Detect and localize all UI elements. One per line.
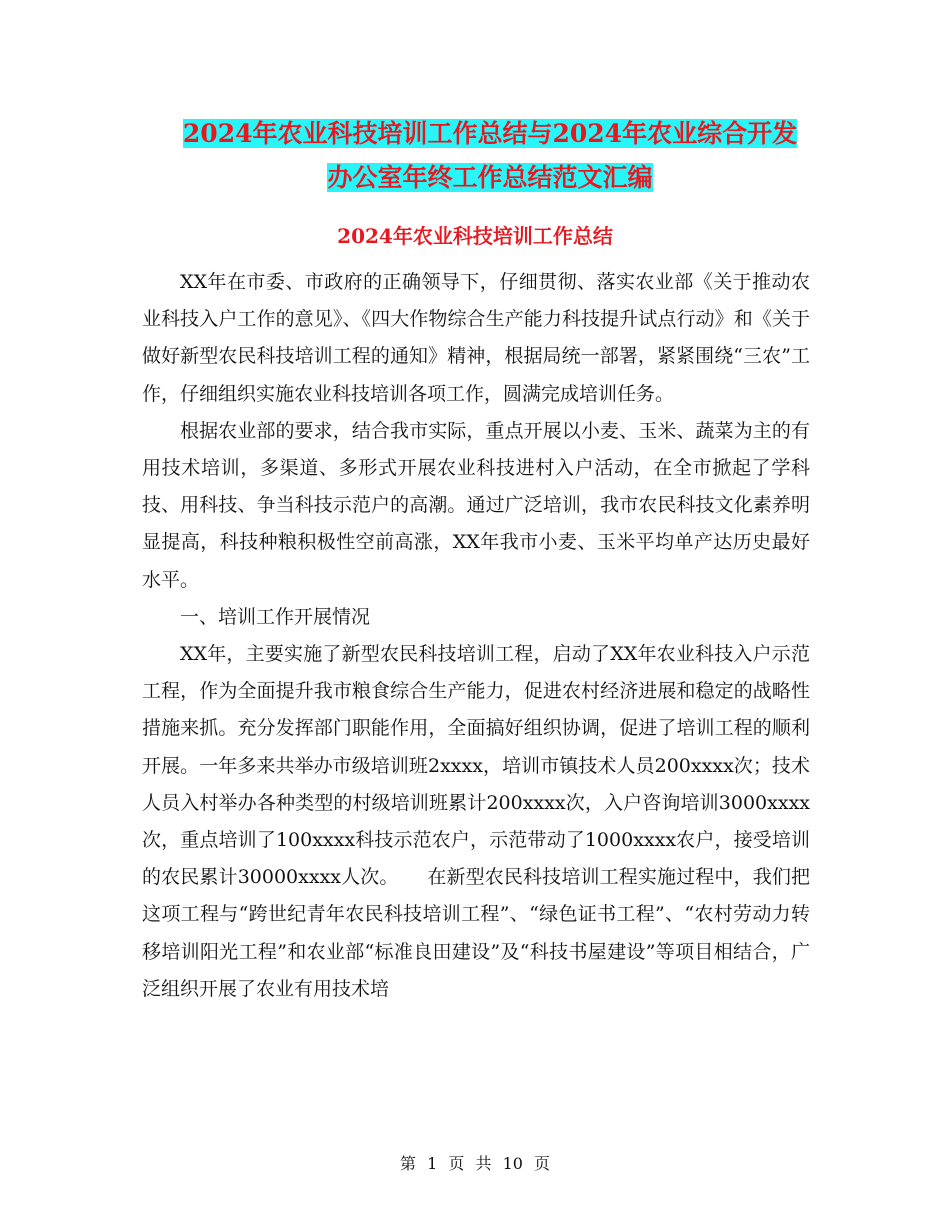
document-title bbox=[140, 112, 840, 200]
footer-page-word: 页 bbox=[448, 1154, 465, 1173]
paragraph-1: XX年在市委、市政府的正确领导下，仔细贯彻、落实农业部《关于推动农业科技入户工作的意见》、《四大作物综合生产能力科技提升试点行动》和《关于做好新型农民科技培训工程的通知》精神，根据局统一部署，紧紧围绕“三农”工作，仔细组织实施农业科技培训各项工作，圆满完成培训任务。 bbox=[142, 271, 810, 405]
paragraph-heading-1: 一、培训工作开展情况 bbox=[180, 605, 371, 628]
document-title-line-2: 办公室年终工作总结范文汇编 bbox=[327, 163, 653, 192]
footer-prefix: 第 bbox=[399, 1154, 416, 1173]
paragraph-2: 根据农业部的要求，结合我市实际，重点开展以小麦、玉米、蔬菜为主的有用技术培训，多渠道、多形式开展农业科技进村入户活动，在全市掀起了学科技、用科技、争当科技示范户的高潮。通过广泛培训，我市农民科技文化素养明显提高，科技种粮积极性空前高涨，XX年我市小麦、玉米平均单产达历史最好水平。 bbox=[142, 419, 810, 591]
section-title: 2024年农业科技培训工作总结 bbox=[337, 224, 613, 248]
page-footer bbox=[0, 1152, 950, 1176]
paragraph-3: XX年，主要实施了新型农民科技培训工程，启动了XX年农业科技入户示范工程，作为全面提升我市粮食综合生产能力，促进农村经济进展和稳定的战略性措施来抓。充分发挥部门职能作用，全面搞好组织协调，促进了培训工程的顺利开展。一年多来共举办市级培训班2xxxx，培训市镇技术人员200xxxx次；技术人员入村举办各种类型的村级培训班累计200xxxx次，入户咨询培训3000xxxx次，重点培训了100xxxx科技示范农户，示范带动了1000xxxx农户，接受培训的农民累计30000xxxx人次。 在新型农民科技培训工程实施过程中，我们把这项工程与“跨世纪青年农民科技培训工程”、“绿色证书工程”、“农村劳动力转移培训阳光工程”和农业部“标准良田建设”及“科技书屋建设”等项目相结合，广泛组织开展了农业有用技术培 bbox=[142, 643, 810, 1000]
footer-suffix: 页 bbox=[534, 1154, 551, 1173]
footer-total-word: 共 bbox=[475, 1154, 492, 1173]
footer-total-pages: 10 bbox=[502, 1154, 523, 1173]
document-title-line-1: 2024年农业科技培训工作总结与2024年农业综合开发 bbox=[182, 119, 798, 148]
footer-current-page: 1 bbox=[427, 1154, 438, 1173]
document-body bbox=[142, 264, 810, 1008]
